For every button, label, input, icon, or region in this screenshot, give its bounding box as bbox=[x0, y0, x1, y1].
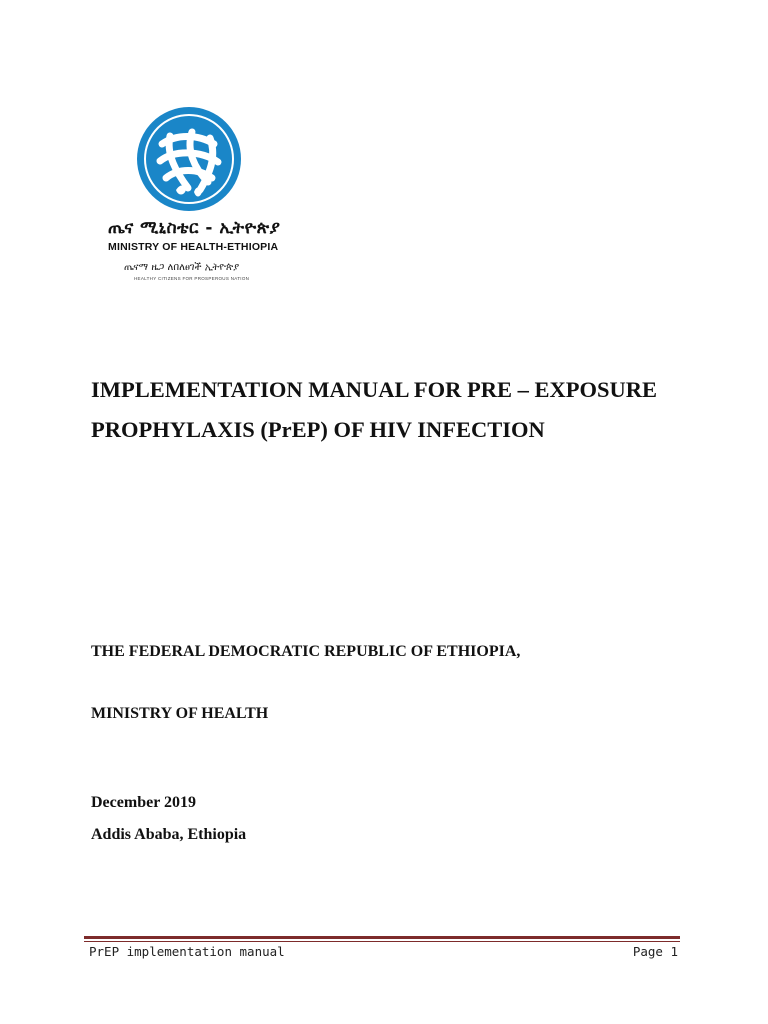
document-title-line-1: IMPLEMENTATION MANUAL FOR PRE – EXPOSURE bbox=[91, 377, 658, 402]
ministry-name-english: MINISTRY OF HEALTH-ETHIOPIA bbox=[108, 241, 279, 253]
footer-page-number: Page 1 bbox=[632, 944, 678, 959]
ministry-logo bbox=[136, 106, 242, 212]
ministry-tagline-english: HEALTHY CITIZENS FOR PROSPEROUS NATION bbox=[134, 276, 250, 281]
footer-divider bbox=[84, 936, 680, 942]
ministry-emblem-icon bbox=[136, 106, 242, 212]
publisher-country: THE FEDERAL DEMOCRATIC REPUBLIC OF ETHIOPIA, bbox=[91, 643, 521, 660]
footer-document-name: PrEP implementation manual bbox=[89, 944, 285, 959]
ministry-tagline-amharic: ጤናማ ዜጋ ለበለፀገች ኢትዮጵያ bbox=[124, 262, 240, 273]
publication-place: Addis Ababa, Ethiopia bbox=[91, 826, 247, 843]
footer-divider-thick bbox=[84, 936, 680, 939]
publication-date: December 2019 bbox=[91, 794, 196, 811]
document-title-line-2: PROPHYLAXIS (PrEP) OF HIV INFECTION bbox=[91, 417, 545, 442]
footer-divider-thin bbox=[84, 941, 680, 942]
publisher-ministry: MINISTRY OF HEALTH bbox=[91, 705, 269, 722]
ministry-name-amharic: ጤና ሚኒስቴር - ኢትዮጵያ bbox=[108, 218, 281, 238]
document-title bbox=[91, 370, 691, 450]
